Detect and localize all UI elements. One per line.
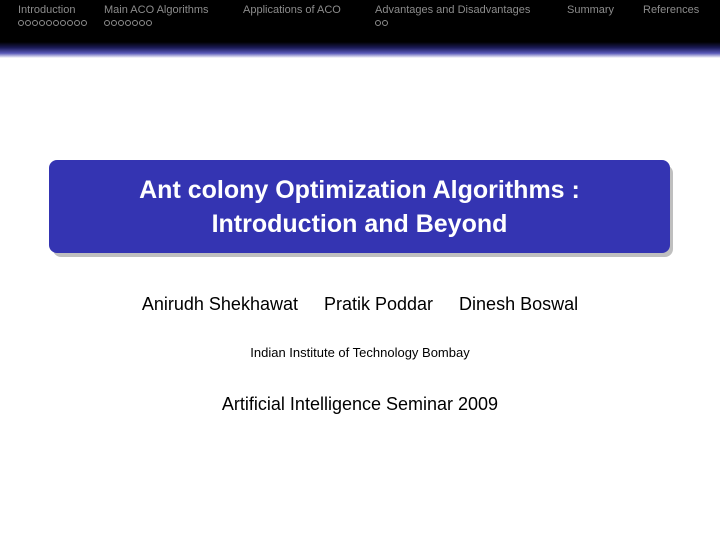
nav-section-introduction[interactable]: Introduction	[18, 4, 76, 16]
nav-dot[interactable]	[132, 20, 138, 26]
nav-dot[interactable]	[74, 20, 80, 26]
institute: Indian Institute of Technology Bombay	[250, 345, 470, 360]
nav-dots-advantages-and-disadvantages	[375, 20, 389, 28]
author-name: Dinesh Boswal	[459, 294, 579, 314]
nav-dot[interactable]	[53, 20, 59, 26]
nav-section-references[interactable]: References	[643, 4, 700, 16]
authors	[0, 294, 720, 315]
nav-section-main-aco-algorithms[interactable]: Main ACO Algorithms	[104, 4, 209, 16]
nav-section-applications-of-aco[interactable]: Applications of ACO	[243, 4, 341, 16]
nav-dot[interactable]	[81, 20, 87, 26]
nav-dot[interactable]	[104, 20, 110, 26]
nav-dot[interactable]	[382, 20, 388, 26]
headline-fade	[0, 42, 720, 58]
nav-dot[interactable]	[139, 20, 145, 26]
nav-dot[interactable]	[111, 20, 117, 26]
title-line-2: Introduction and Beyond	[211, 209, 508, 238]
nav-dot[interactable]	[32, 20, 38, 26]
nav-dots-main-aco-algorithms	[104, 20, 153, 28]
author-name: Anirudh Shekhawat	[141, 294, 298, 314]
nav-dot[interactable]	[60, 20, 66, 26]
nav-dot[interactable]	[125, 20, 131, 26]
nav-dot[interactable]	[146, 20, 152, 26]
event-date: Artificial Intelligence Seminar 2009	[221, 394, 499, 414]
author-name: Pratik Poddar	[323, 294, 434, 314]
title-box	[49, 160, 670, 253]
nav-dot[interactable]	[39, 20, 45, 26]
nav-section-advantages-and-disadvantages[interactable]: Advantages and Disadvantages	[375, 4, 531, 16]
nav-dot[interactable]	[118, 20, 124, 26]
nav-dot[interactable]	[18, 20, 24, 26]
nav-dot[interactable]	[25, 20, 31, 26]
nav-section-summary[interactable]: Summary	[567, 4, 615, 16]
nav-dots-introduction	[18, 20, 88, 28]
section-navigation	[0, 0, 720, 42]
nav-dot[interactable]	[67, 20, 73, 26]
title-line-1: Ant colony Optimization Algorithms :	[139, 175, 580, 204]
nav-dot[interactable]	[46, 20, 52, 26]
nav-dot[interactable]	[375, 20, 381, 26]
